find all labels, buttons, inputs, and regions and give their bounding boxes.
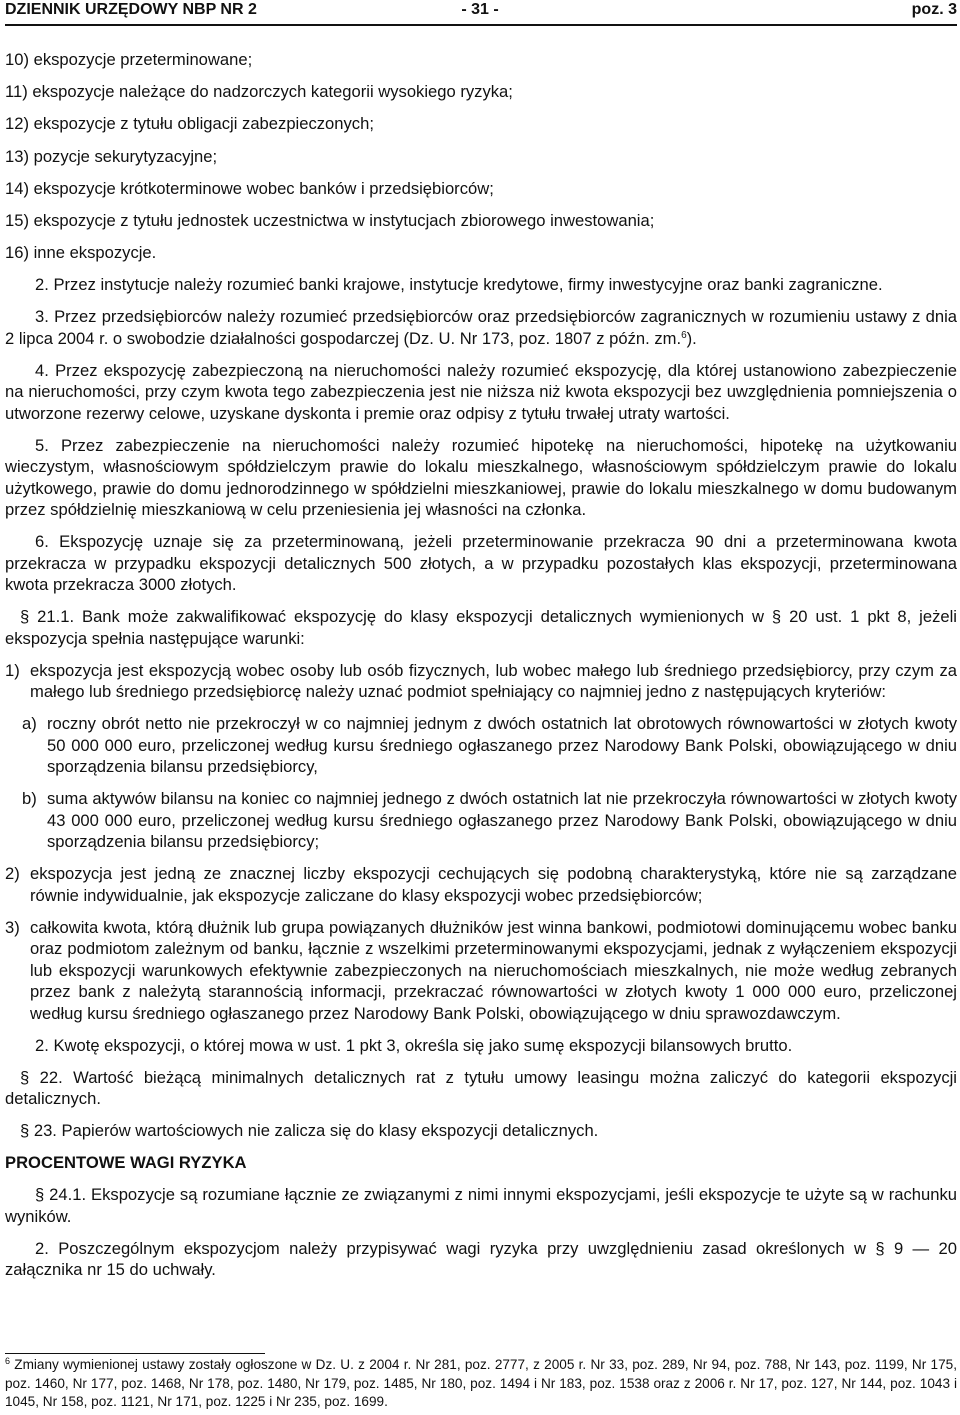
- list-item: 15) ekspozycje z tytułu jednostek uczestnictwa w instytucjach zbiorowego inwestowania;: [5, 210, 655, 230]
- paragraph-5: 5. Przez zabezpieczenie na nieruchomości należy rozumieć hipotekę na nieruchomości, hipotekę na użytkowaniu wieczystym, własnościowym spółdzielczym prawie do lokalu mieszkalnego, własnościowym spółdzielczym prawie do lokalu użytkowego, prawie do domu jednorodzinnego w spółdzielni mieszkaniowej, prawie do lokalu mieszkalnego w domu budowanym przez spółdzielnię mieszkaniową w celu przeniesienia jej własności na członka.: [5, 435, 957, 520]
- item-number: 1): [5, 660, 20, 680]
- item-text: suma aktywów bilansu na koniec co najmniej jednego z dwóch ostatnich lat nie przekroczyła równowartości w złotych kwoty 43 000 000 euro, przeliczonej według kursu średniego ogłaszanego przez Narodowy Bank Polski, obowiązującego w dniu sporządzenia bilansu przedsiębiorcy;: [47, 789, 957, 852]
- paragraph-3: [5, 306, 957, 349]
- section-23: § 23. Papierów wartościowych nie zalicza się do klasy ekspozycji detalicznych.: [20, 1121, 599, 1141]
- item-number: 2): [5, 864, 20, 884]
- paragraph-3-text: 3. Przez przedsiębiorców należy rozumieć przedsiębiorców oraz przedsiębiorców zagranicznych w rozumieniu ustawy z dnia 2 lipca 2004 r. o swobodzie działalności gospodarczej (Dz. U. Nr 173, poz. 1807 z późn. zm.: [5, 307, 957, 348]
- paragraph-4: 4. Przez ekspozycję zabezpieczoną na nieruchomości należy rozumieć ekspozycję, dla której ustanowiono zabezpieczenie na nieruchomości, przy czym kwota tego zabezpieczenia jest nie niższa niż kwota ekspozycji bez uwzględnienia pomniejszenia o utworzone rezerwy celowe, uzyskane dyskonta i premie oraz odpisy z tytułu trwałej utraty wartości.: [5, 360, 957, 423]
- footnote-marker: 6: [5, 1356, 11, 1366]
- section-24-paragraph-2: 2. Poszczególnym ekspozycjom należy przypisywać wagi ryzyka przy uwzględnieniu zasad określonych w § 9 — 20 załącznika nr 15 do uchwały.: [5, 1238, 957, 1280]
- section-21-item-1a: [5, 713, 957, 778]
- section-22: § 22. Wartość bieżącą minimalnych detalicznych rat z tytułu umowy leasingu można zaliczyć do kategorii ekspozycji detalicznych.: [5, 1067, 957, 1109]
- footnote-ref[interactable]: 6: [681, 329, 687, 341]
- footnote-rule: [5, 1353, 265, 1354]
- item-letter: a): [22, 714, 37, 734]
- list-item: 12) ekspozycje z tytułu obligacji zabezpieczonych;: [5, 114, 374, 134]
- section-heading: PROCENTOWE WAGI RYZYKA: [5, 1153, 247, 1173]
- document-body: [5, 49, 957, 1291]
- paragraph-3-end: ).: [686, 328, 697, 348]
- section-24-paragraph-1: § 24.1. Ekspozycje są rozumiane łącznie ze związanymi z nimi innymi ekspozycjami, jeśli ekspozycje te użyte są w rachunku wyników.: [5, 1185, 957, 1226]
- list-item: 11) ekspozycje należące do nadzorczych kategorii wysokiego ryzyka;: [5, 82, 513, 102]
- section-21-item-1: [5, 660, 957, 703]
- page-header: [0, 0, 960, 26]
- item-text: ekspozycja jest ekspozycją wobec osoby lub osób fizycznych, lub wobec małego lub średniego przedsiębiorcy, przy czym za małego lub średniego przedsiębiorcę należy uznać podmiot spełniający co najmniej jedno z następujących kryteriów:: [30, 660, 957, 702]
- list-item: 14) ekspozycje krótkoterminowe wobec banków i przedsiębiorców;: [5, 178, 494, 198]
- position-number: poz. 3: [911, 1, 957, 18]
- header-rule: [5, 24, 957, 26]
- item-text: ekspozycja jest jedną ze znacznej liczby ekspozycji cechujących się podobną charakterystyką, które nie są zarządzane równie indywidualnie, jak ekspozycje zaliczane do klasy ekspozycji wobec przedsiębiorców;: [30, 864, 957, 905]
- section-21-intro: § 21.1. Bank może zakwalifikować ekspozycję do klasy ekspozycji detalicznych wymienionych w § 20 ust. 1 pkt 8, jeżeli ekspozycja spełnia następujące warunki:: [5, 607, 957, 648]
- paragraph-6: 6. Ekspozycję uznaje się za przeterminowaną, jeżeli przeterminowanie przekracza 90 dni a przeterminowana kwota przekracza w przypadku ekspozycji detalicznych 500 złotych, a w przypadku pozostałych klas ekspozycji, przeterminowana kwota przekracza 3000 złotych.: [5, 532, 957, 595]
- section-21-item-2: [5, 863, 957, 906]
- item-letter: b): [22, 789, 37, 809]
- list-item: 13) pozycje sekurytyzacyjne;: [5, 146, 218, 166]
- exposure-class-list: [5, 49, 957, 264]
- item-text: roczny obrót netto nie przekroczył w co najmniej jednym z dwóch ostatnich lat obrotowych równowartości w złotych kwoty 50 000 000 euro, przeliczonej według kursu średniego ogłaszanego przez Narodowy Bank Polski, obowiązującego w dniu sporządzenia bilansu przedsiębiorcy,: [47, 714, 957, 777]
- paragraph-2: 2. Przez instytucje należy rozumieć banki krajowe, instytucje kredytowe, firmy inwestycyjne oraz banki zagraniczne.: [35, 275, 883, 295]
- page-number: - 31 -: [461, 1, 499, 18]
- footnote-text: Zmiany wymienionej ustawy zostały ogłoszone w Dz. U. z 2004 r. Nr 281, poz. 2777, z 2005 r. Nr 33, poz. 289, Nr 94, poz. 788, Nr 143, poz. 1199, Nr 175, poz. 1460, Nr 177, poz. 1468, Nr 178, poz. 1480, Nr 179, poz. 1485, Nr 180, poz. 1494 i Nr 183, poz. 1538 oraz z 2006 r. Nr 17, poz. 127, Nr 144, poz. 1043 i 1045, Nr 158, poz. 1121, Nr 171, poz. 1225 i Nr 235, poz. 1699.: [5, 1357, 957, 1409]
- item-text: całkowita kwota, którą dłużnik lub grupa powiązanych dłużników jest winna bankowi, podmiotowi dominującemu wobec banku oraz podmiotom zależnym od banku, łącznie z wszelkimi przeterminowanymi ekspozycjami, jednak z wyłączeniem ekspozycji lub ekspozycji warunkowych efektywnie zabezpieczonych na nieruchomościach mieszkalnych, nie może według zebranych przez bank z należytą starannością informacji, przekraczać równowartości w złotych kwoty 1 000 000 euro, przeliczonej według kursu średniego ogłaszanego przez Narodowy Bank Polski, obowiązującego w dniu sprawozdawczym.: [30, 917, 957, 1023]
- list-item: 16) inne ekspozycje.: [5, 243, 157, 263]
- section-21-item-1b: [5, 788, 957, 853]
- section-21-paragraph-2: 2. Kwotę ekspozycji, o której mowa w ust. 1 pkt 3, określa się jako sumę ekspozycji bilansowych brutto.: [35, 1035, 793, 1055]
- journal-title: DZIENNIK URZĘDOWY NBP NR 2: [5, 1, 257, 18]
- footnote: [5, 1356, 957, 1412]
- item-number: 3): [5, 917, 20, 937]
- section-21-item-3: [5, 917, 957, 1025]
- list-item: 10) ekspozycje przeterminowane;: [5, 50, 253, 69]
